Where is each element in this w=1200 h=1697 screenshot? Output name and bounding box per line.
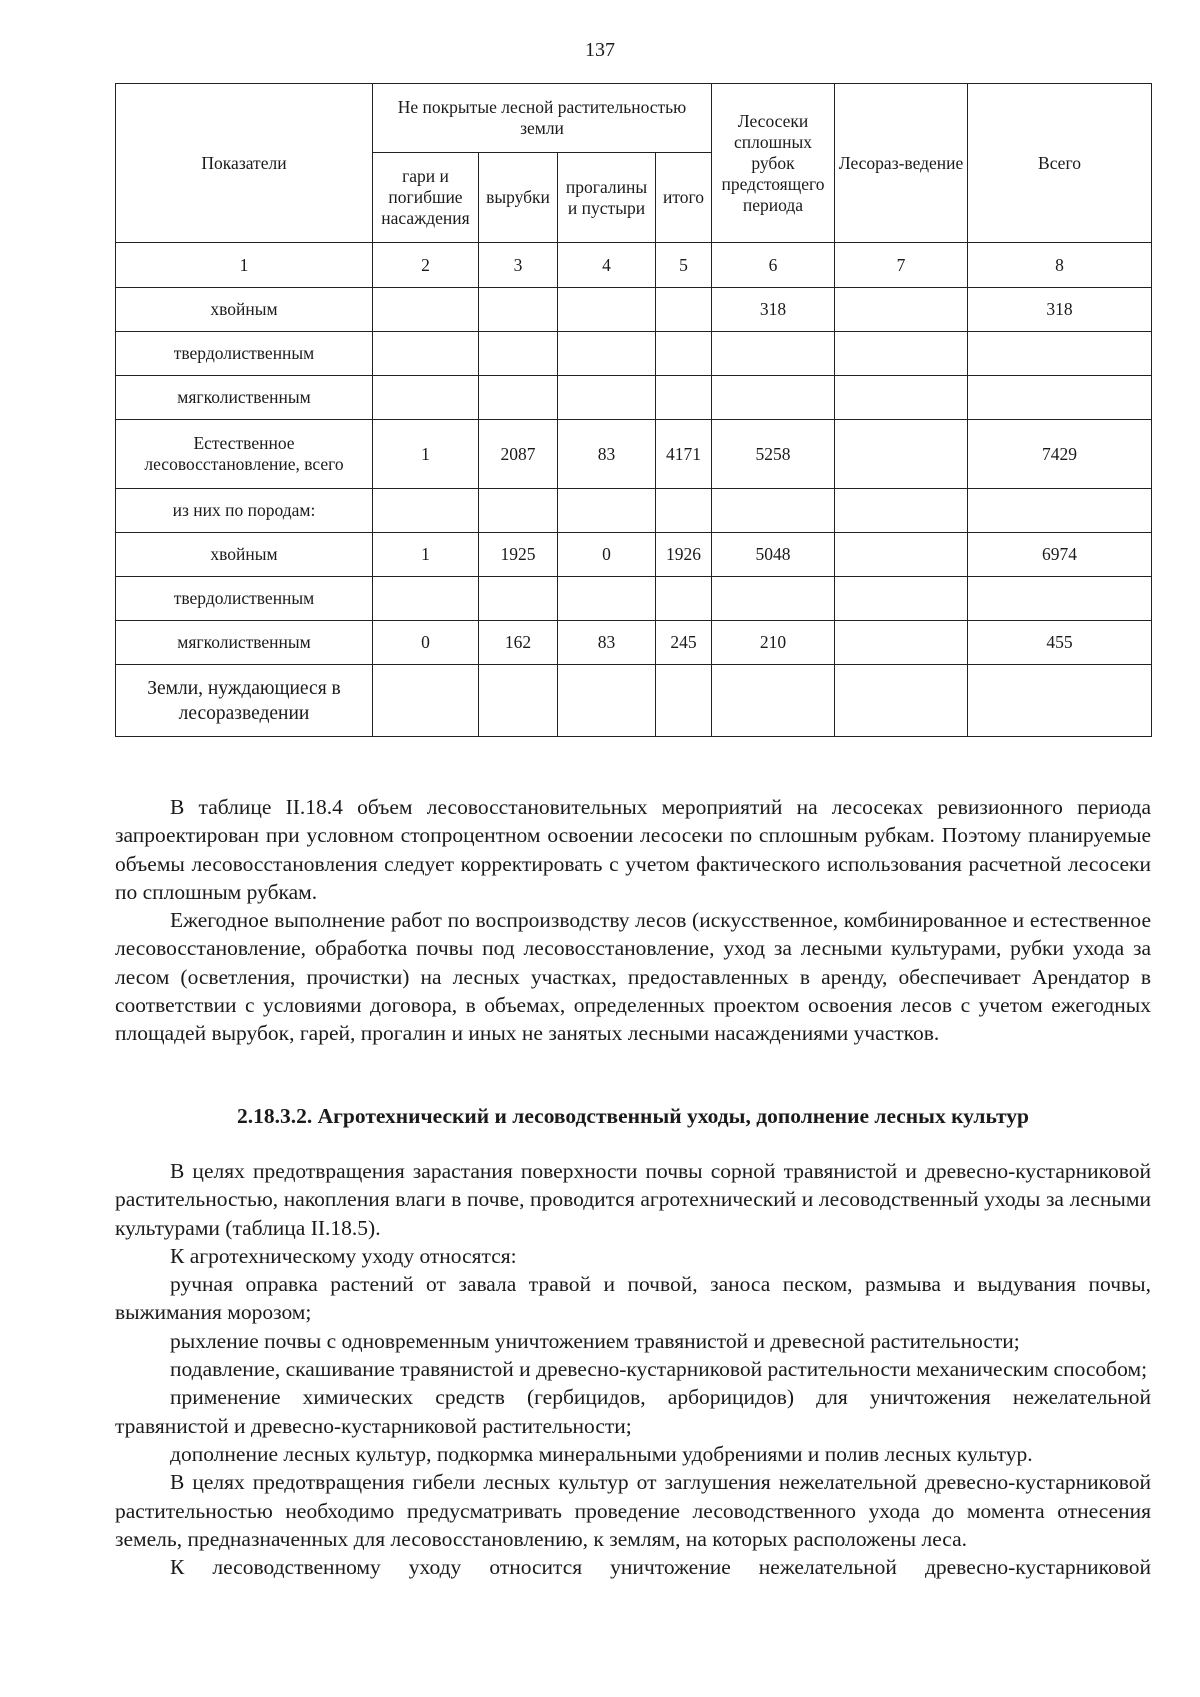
header-afforestation: Лесораз-ведение xyxy=(835,84,968,243)
table-row xyxy=(116,489,1152,533)
table-cell: 6974 xyxy=(968,533,1152,577)
paragraph: В целях предотвращения зарастания поверхности почвы сорной травянистой и древесно-кустарниковой растительностью, накопления влаги в почве, проводится агротехнический и лесоводственный уходы за лесными культурами (таблица II.18.5). xyxy=(115,1159,1151,1240)
paragraph: Ежегодное выполнение работ по воспроизводству лесов (искусственное, комбинированное и естественное лесовосстановление, обработка почвы под лесовосстановление, уход за лесными культурами, рубки ухода за лесом (осветления, прочистки) на лесных участках, предоставленных в аренду, обеспечивает Арендатор в соответствии с условиями договора, в объемах, определенных проектом освоения лесов с учетом ежегодных площадей вырубок, гарей, прогалин и иных не занятых лесными насаждениями участков. xyxy=(115,908,1151,1046)
table-cell: 83 xyxy=(558,420,656,489)
column-number-row xyxy=(116,243,1152,288)
table-cell xyxy=(968,489,1152,533)
header-not-covered: Не покрытые лесной растительностью земли xyxy=(373,84,712,153)
page-number: 137 xyxy=(585,39,615,61)
table-cell xyxy=(373,665,479,737)
table-cell xyxy=(712,489,835,533)
table-cell xyxy=(479,577,558,621)
table-row xyxy=(116,533,1152,577)
row-label: хвойным xyxy=(116,533,373,577)
row-label: твердолиственным xyxy=(116,577,373,621)
column-number: 2 xyxy=(373,243,479,288)
table-cell xyxy=(835,665,968,737)
table-cell xyxy=(479,376,558,420)
intro-text-block xyxy=(115,793,1151,1048)
table-row xyxy=(116,376,1152,420)
table-cell xyxy=(712,577,835,621)
table-row xyxy=(116,577,1152,621)
table-cell xyxy=(656,577,712,621)
table-cell xyxy=(373,577,479,621)
table-cell xyxy=(835,376,968,420)
list-paragraph: рыхление почвы с одновременным уничтожением травянистой и древесной растительности; xyxy=(170,1328,1020,1353)
row-label: твердолиственным xyxy=(116,332,373,376)
table-cell xyxy=(968,332,1152,376)
table-cell: 2087 xyxy=(479,420,558,489)
column-number: 6 xyxy=(712,243,835,288)
table-cell: 210 xyxy=(712,621,835,665)
header-indicators: Показатели xyxy=(116,84,373,243)
list-paragraph: ручная оправка растений от завала травой и почвой, заноса песком, размыва и выдувания почвы, выжимания морозом; xyxy=(115,1272,1151,1325)
table-cell xyxy=(835,332,968,376)
table-cell: 318 xyxy=(968,288,1152,332)
header-cutting-areas: Лесосеки сплошных рубок предстоящего периода xyxy=(712,84,835,243)
table-cell xyxy=(373,288,479,332)
table-cell xyxy=(373,332,479,376)
table-cell xyxy=(712,376,835,420)
table-cell xyxy=(558,376,656,420)
table-cell: 455 xyxy=(968,621,1152,665)
table-cell xyxy=(835,288,968,332)
table-cell xyxy=(835,577,968,621)
table-cell xyxy=(656,665,712,737)
table-cell: 4171 xyxy=(656,420,712,489)
table-cell xyxy=(373,376,479,420)
column-number: 3 xyxy=(479,243,558,288)
table-cell xyxy=(656,376,712,420)
column-number: 8 xyxy=(968,243,1152,288)
list-paragraph: подавление, скашивание травянистой и древесно-кустарниковой растительности механическим способом; xyxy=(170,1357,1148,1382)
paragraph: К агротехническому уходу относятся: xyxy=(170,1243,517,1268)
table-row xyxy=(116,332,1152,376)
table-cell: 5258 xyxy=(712,420,835,489)
table-cell xyxy=(712,332,835,376)
list-paragraph: дополнение лесных культур, подкормка минеральными удобрениями и полив лесных культур. xyxy=(170,1441,1033,1466)
table-row xyxy=(116,420,1152,489)
table-cell xyxy=(558,288,656,332)
table-row xyxy=(116,288,1152,332)
table-cell xyxy=(479,288,558,332)
table-cell: 318 xyxy=(712,288,835,332)
column-number: 7 xyxy=(835,243,968,288)
section-heading: 2.18.3.2. Агротехнический и лесоводственный уходы, дополнение лесных культур xyxy=(237,1104,1029,1128)
table-cell xyxy=(656,332,712,376)
table-cell xyxy=(968,376,1152,420)
table-header-row xyxy=(116,84,1152,153)
table-cell: 162 xyxy=(479,621,558,665)
table-cell: 245 xyxy=(656,621,712,665)
table-row xyxy=(116,665,1152,737)
table-cell xyxy=(712,665,835,737)
table-row xyxy=(116,621,1152,665)
row-label: мягколиственным xyxy=(116,376,373,420)
column-number: 5 xyxy=(656,243,712,288)
table-cell: 1926 xyxy=(656,533,712,577)
header-clearcuts: вырубки xyxy=(479,153,558,243)
table-cell: 5048 xyxy=(712,533,835,577)
reforestation-table xyxy=(115,83,1152,737)
table-cell: 83 xyxy=(558,621,656,665)
column-number: 4 xyxy=(558,243,656,288)
row-label: Естественное лесовосстановление, всего xyxy=(116,420,373,489)
table-cell xyxy=(558,665,656,737)
table-cell xyxy=(479,489,558,533)
table-cell xyxy=(968,577,1152,621)
table-cell xyxy=(835,533,968,577)
table-cell xyxy=(656,288,712,332)
section-text-block xyxy=(115,1157,1151,1581)
table-cell: 0 xyxy=(558,533,656,577)
table-cell xyxy=(656,489,712,533)
table-cell xyxy=(558,577,656,621)
header-glades: прогалины и пустыри xyxy=(558,153,656,243)
row-label: мягколиственным xyxy=(116,621,373,665)
table-cell xyxy=(373,489,479,533)
column-number: 1 xyxy=(116,243,373,288)
table-cell xyxy=(835,489,968,533)
table-cell xyxy=(835,420,968,489)
table-cell: 1925 xyxy=(479,533,558,577)
row-label: хвойным xyxy=(116,288,373,332)
row-label: Земли, нуждающиеся в лесоразведении xyxy=(116,665,373,737)
table-cell xyxy=(558,332,656,376)
list-paragraph: применение химических средств (гербицидов, арборицидов) для уничтожения нежелательной травянистой и древесно-кустарниковой растительности; xyxy=(115,1385,1151,1438)
paragraph: В целях предотвращения гибели лесных культур от заглушения нежелательной древесно-кустарниковой растительностью необходимо предусматривать проведение лесоводственного ухода до момента отнесения земель, предназначенных для лесовосстановлению, к землям, на которых расположены леса. xyxy=(115,1470,1151,1551)
table-cell xyxy=(558,489,656,533)
table-cell: 0 xyxy=(373,621,479,665)
table-cell xyxy=(835,621,968,665)
table-cell: 1 xyxy=(373,533,479,577)
table-cell xyxy=(479,332,558,376)
table-cell xyxy=(479,665,558,737)
header-burnt: гари и погибшие насаждения xyxy=(373,153,479,243)
table-cell: 7429 xyxy=(968,420,1152,489)
header-total-sub: итого xyxy=(656,153,712,243)
paragraph: В таблице II.18.4 объем лесовосстановительных мероприятий на лесосеках ревизионного периода запроектирован при условном стопроцентном освоении лесосеки по сплошным рубкам. Поэтому планируемые объемы лесовосстановления следует корректировать с учетом фактического использования расчетной лесосеки по сплошным рубкам. xyxy=(115,795,1151,904)
row-label: из них по породам: xyxy=(116,489,373,533)
table-cell: 1 xyxy=(373,420,479,489)
header-total: Всего xyxy=(968,84,1152,243)
paragraph: К лесоводственному уходу относится уничтожение нежелательной древесно-кустарниковой xyxy=(170,1555,1151,1580)
table-cell xyxy=(968,665,1152,737)
